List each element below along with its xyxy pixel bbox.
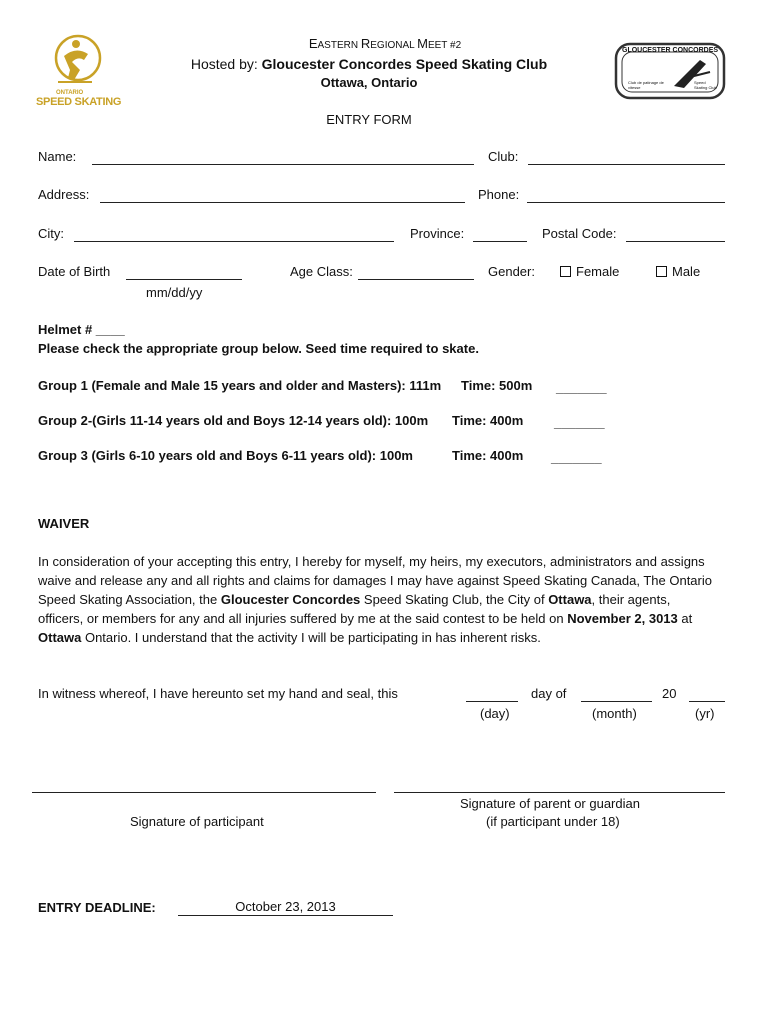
logo-text: SPEED SKATING — [36, 96, 122, 108]
postal-code-label: Postal Code: — [542, 226, 617, 241]
group-1-time: Time: 500m — [461, 378, 533, 393]
participant-signature-label: Signature of participant — [130, 814, 264, 829]
day-of-label: day of — [531, 686, 567, 701]
female-checkbox[interactable] — [560, 266, 571, 277]
day-hint: (day) — [480, 706, 510, 721]
instructions: Please check the appropriate group below. Seed time required to skate. — [38, 341, 479, 356]
month-field[interactable] — [581, 686, 652, 702]
province-label: Province: — [410, 226, 465, 241]
right-logo-title: GLOUCESTER CONCORDES — [622, 47, 719, 54]
hosted-by: Hosted by: Gloucester Concordes Speed Skating Club — [190, 56, 548, 72]
participant-signature-line[interactable] — [32, 792, 376, 793]
waiver-text: In consideration of your accepting this entry, I hereby for myself, my heirs, my executors, administrators and assigns waive and release any and all rights and claims for damages I may have against Speed Skating Canada, The Ontario Speed Skating Association, the Gloucester Concordes Speed Skating Club, the City of Ottawa, their agents, officers, or members for any and all injuries suffered by me at the said contest to be held on November 2, 3013 at Ottawa Ontario. I understand that the activity I will be participating in has inherent risks. — [38, 554, 712, 645]
logo-text-top: ONTARIO — [56, 90, 84, 96]
day-field[interactable] — [466, 686, 518, 702]
helmet-number: Helmet # ____ — [38, 322, 125, 337]
city-label: City: — [38, 226, 64, 241]
gender-label: Gender: — [488, 264, 535, 279]
right-logo-right: Speed Skating Club — [694, 80, 717, 90]
right-logo-left: Club de patinage de vitesse — [628, 80, 664, 90]
group-3-time: Time: 400m — [452, 448, 524, 463]
dob-hint: mm/dd/yy — [146, 285, 203, 300]
location: Ottawa, Ontario — [320, 75, 418, 90]
postal-code-field[interactable] — [626, 226, 725, 242]
name-label: Name: — [38, 149, 77, 164]
group-1-blank[interactable]: _______ — [556, 380, 607, 395]
parent-signature-note: (if participant under 18) — [486, 814, 620, 829]
group-3-text: Group 3 (Girls 6-10 years old and Boys 6-11 years old): 100m — [38, 448, 413, 463]
phone-label: Phone: — [478, 187, 520, 202]
witness-text: In witness whereof, I have hereunto set my hand and seal, this — [38, 686, 398, 701]
club-field[interactable] — [528, 149, 725, 165]
group-2-text: Group 2-(Girls 11-14 years old and Boys 12-14 years old): 100m — [38, 413, 429, 428]
parent-signature-label: Signature of parent or guardian — [460, 796, 640, 811]
female-option[interactable] — [560, 264, 619, 279]
club-label: Club: — [488, 149, 519, 164]
meet-title: EASTERN REGIONAL MEET #2 — [308, 36, 462, 51]
name-field[interactable] — [92, 149, 474, 165]
phone-field[interactable] — [527, 187, 725, 203]
address-label: Address: — [38, 187, 90, 202]
entry-deadline-label: ENTRY DEADLINE: — [38, 900, 156, 915]
year-field[interactable] — [689, 686, 725, 702]
year-prefix: 20 — [662, 686, 677, 701]
address-field[interactable] — [100, 187, 465, 203]
age-class-field[interactable] — [358, 264, 474, 280]
city-field[interactable] — [74, 226, 394, 242]
group-1-text: Group 1 (Female and Male 15 years and older and Masters): 111m — [38, 378, 442, 393]
group-3-blank[interactable]: _______ — [551, 450, 602, 465]
dob-field[interactable] — [126, 264, 242, 280]
male-option[interactable] — [656, 264, 700, 279]
age-class-label: Age Class: — [290, 264, 353, 279]
yr-hint: (yr) — [695, 706, 715, 721]
waiver-heading: WAIVER — [38, 516, 90, 531]
group-2-time: Time: 400m — [452, 413, 524, 428]
group-2-blank[interactable]: _______ — [554, 415, 605, 430]
form-title: ENTRY FORM — [326, 112, 412, 127]
dob-label: Date of Birth — [38, 264, 111, 279]
month-hint: (month) — [592, 706, 637, 721]
male-checkbox[interactable] — [656, 266, 667, 277]
male-label: Male — [672, 264, 701, 279]
entry-deadline-value: October 23, 2013 — [178, 899, 393, 916]
province-field[interactable] — [473, 226, 527, 242]
parent-signature-line[interactable] — [394, 792, 725, 793]
female-label: Female — [576, 264, 620, 279]
